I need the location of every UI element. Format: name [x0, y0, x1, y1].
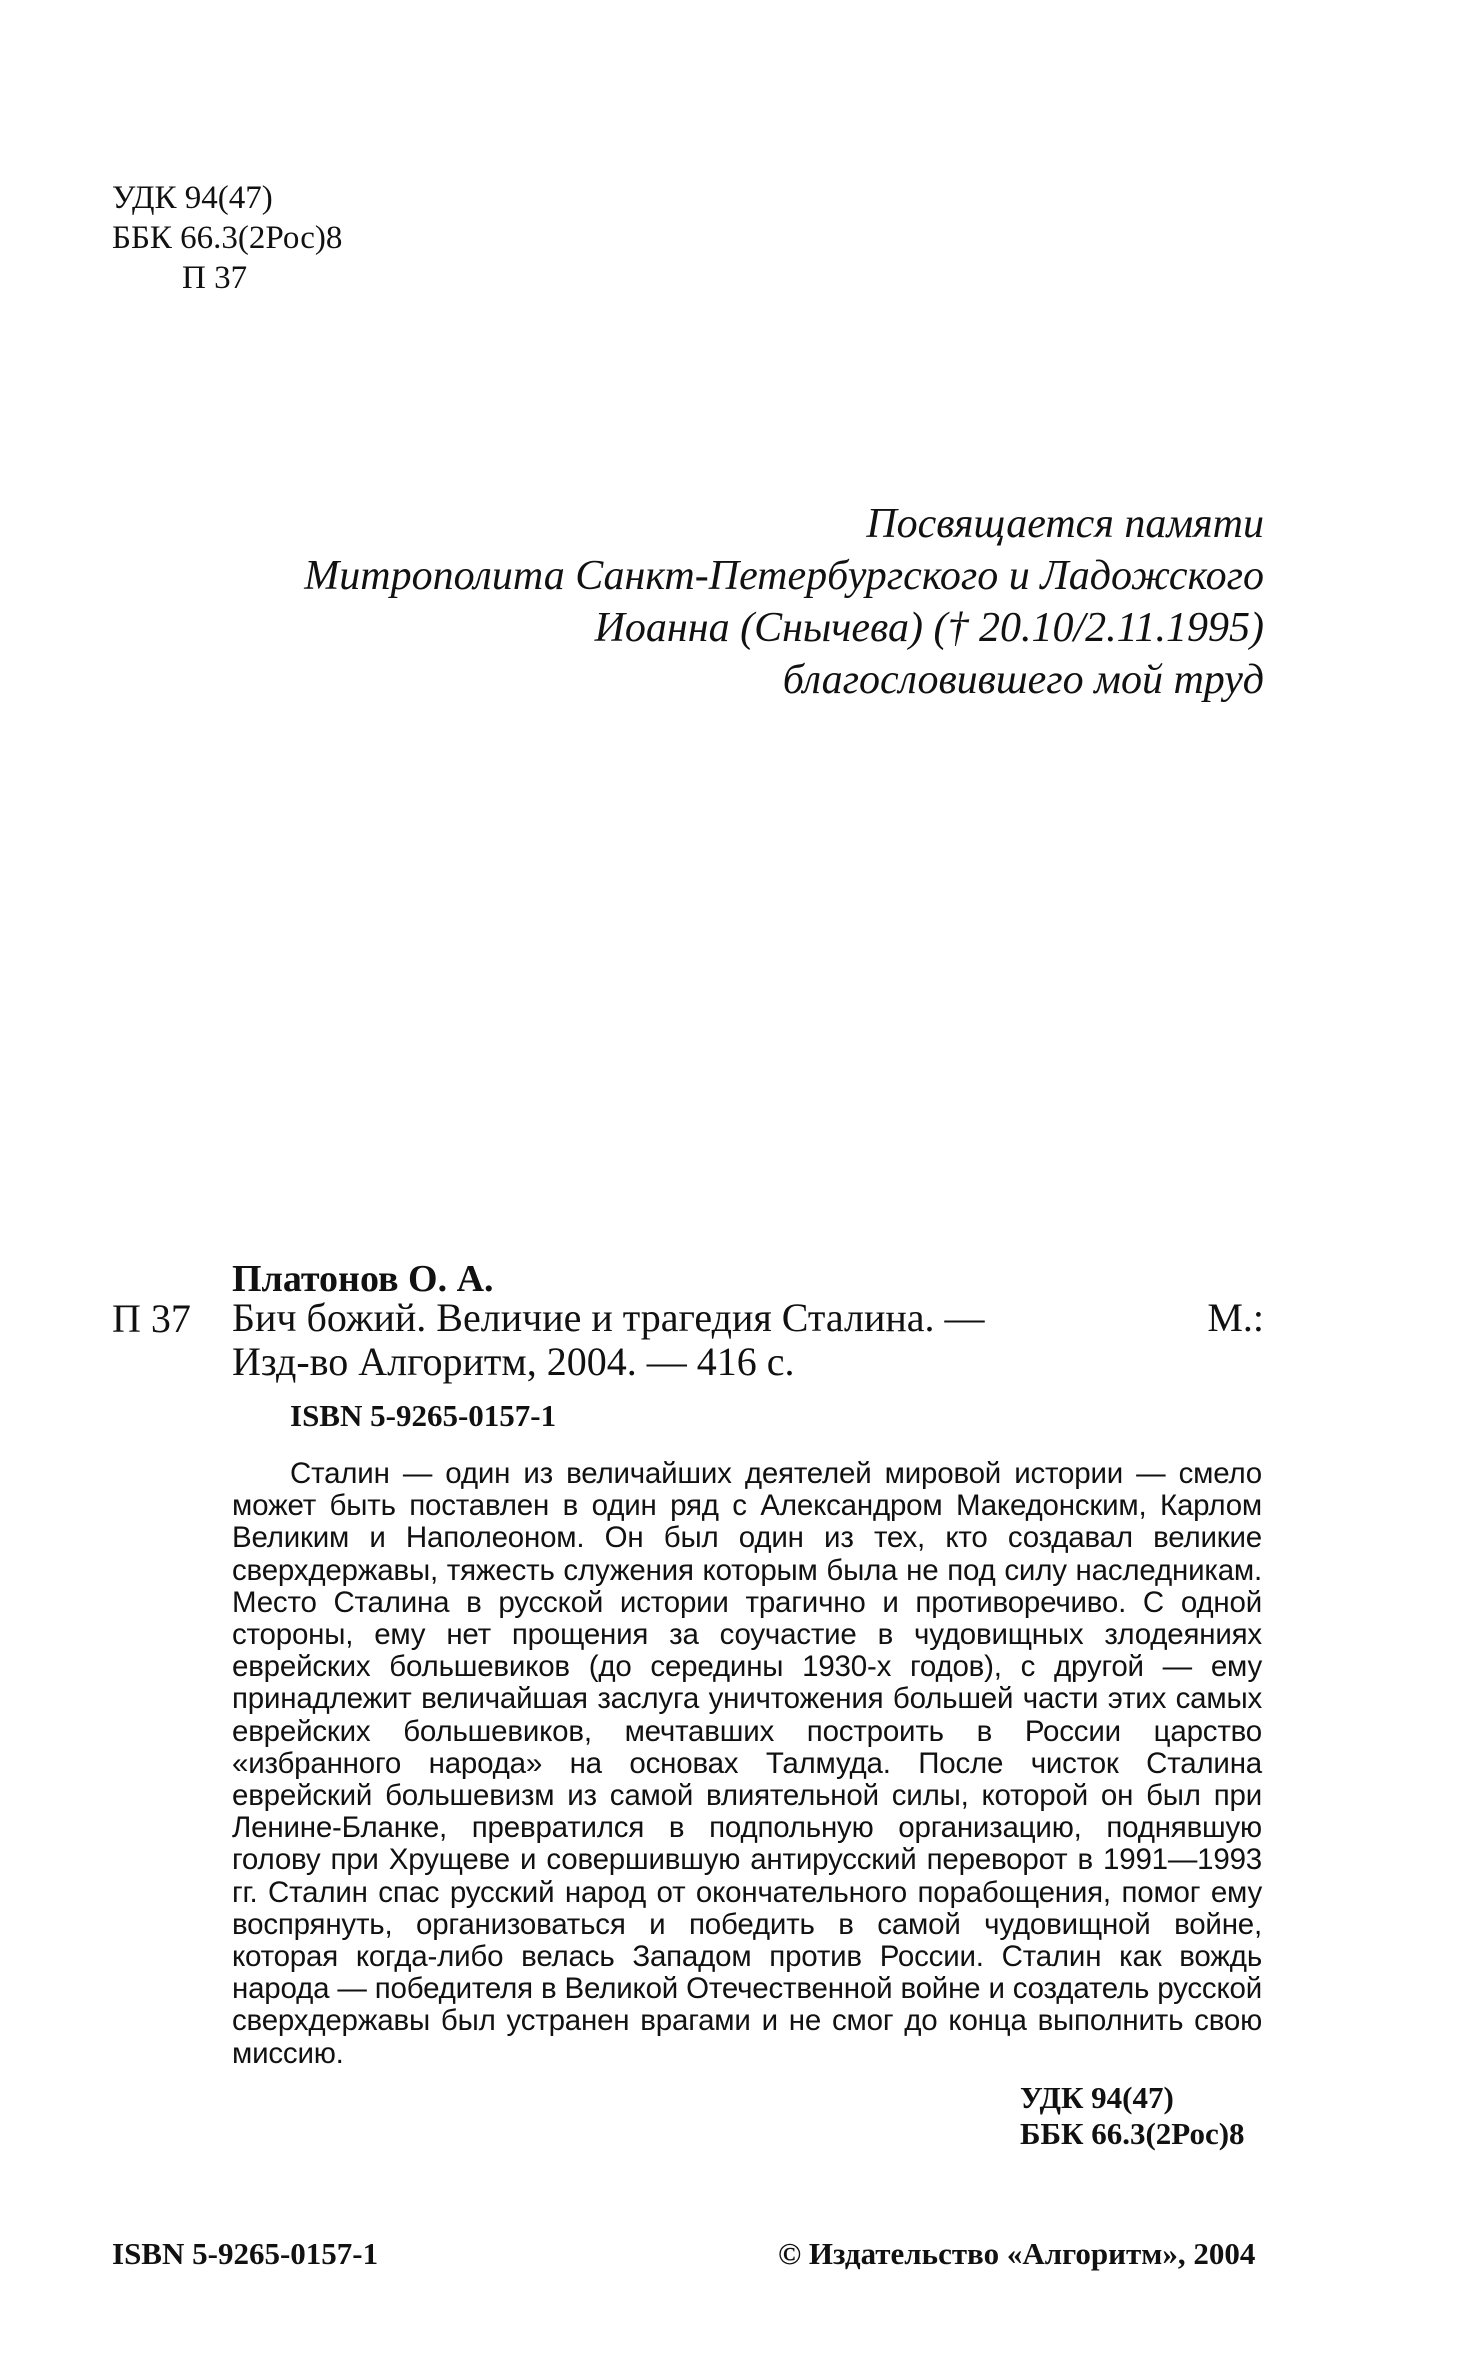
- bbk-code: ББК 66.3(2Рос)8: [1020, 2116, 1245, 2151]
- publisher-line: Изд-во Алгоритм, 2004. — 416 с.: [232, 1339, 795, 1384]
- bbk-code: ББК 66.3(2Рос)8: [112, 220, 343, 256]
- publisher-city: М.:: [1207, 1295, 1264, 1340]
- top-classification-codes: [112, 178, 342, 298]
- dedication-line: Митрополита Санкт-Петербургского и Ладожского: [304, 553, 1264, 599]
- annotation-text: Сталин — один из величайших деятелей мировой истории — смело может быть поставлен в один ряд с Александром Македонским, Карлом Великим и Наполеоном. Он был один из тех, кто создавал великие сверхдержавы, тяжесть служения которым была не под силу наследникам. Место Сталина в русской истории трагично и противоречиво. С одной стороны, ему нет прощения за соучастие в чудовищных злодеяниях еврейских большевиков (до середины 1930-х годов), с другой — ему принадлежит величайшая заслуга уничтожения большей части этих самых еврейских большевиков, мечтавших построить в России царство «избранного народа» на основах Талмуда. После чисток Сталина еврейский большевизм из самой влиятельной силы, которой он был при Ленине-Бланке, превратился в подпольную организацию, поднявшую голову при Хрущеве и совершившую антирусский переворот в 1991—1993 гг. Сталин спас русский народ от окончательного порабощения, помог ему воспрянуть, организоваться и победить в самой чудовищной войне, которая когда-либо велась Западом против России. Сталин как вождь народа — победителя в Великой Отечественной войне и создатель русской сверхдержавы был устранен врагами и не смог до конца выполнить свою миссию.: [232, 1457, 1262, 2070]
- udk-code: УДК 94(47): [112, 180, 273, 216]
- dedication: [164, 498, 1264, 706]
- copyright: © Издательство «Алгоритм», 2004: [778, 2236, 1256, 2271]
- dedication-line: Иоанна (Снычева) († 20.10/2.11.1995): [594, 605, 1264, 651]
- book-title: [232, 1296, 1264, 1384]
- udk-code: УДК 94(47): [1020, 2080, 1174, 2115]
- isbn: ISBN 5-9265-0157-1: [290, 1398, 557, 1433]
- title-line: Бич божий. Величие и трагедия Сталина. —: [232, 1295, 985, 1340]
- dedication-line: благословившего мой труд: [782, 657, 1264, 703]
- dedication-line: Посвящается памяти: [866, 501, 1264, 547]
- entry-author-mark: П 37: [112, 1296, 191, 1341]
- author-name: Платонов О. А.: [232, 1258, 494, 1300]
- right-classification-codes: [1020, 2080, 1245, 2152]
- footer-isbn: ISBN 5-9265-0157-1: [112, 2236, 379, 2271]
- author-mark: П 37: [182, 260, 248, 296]
